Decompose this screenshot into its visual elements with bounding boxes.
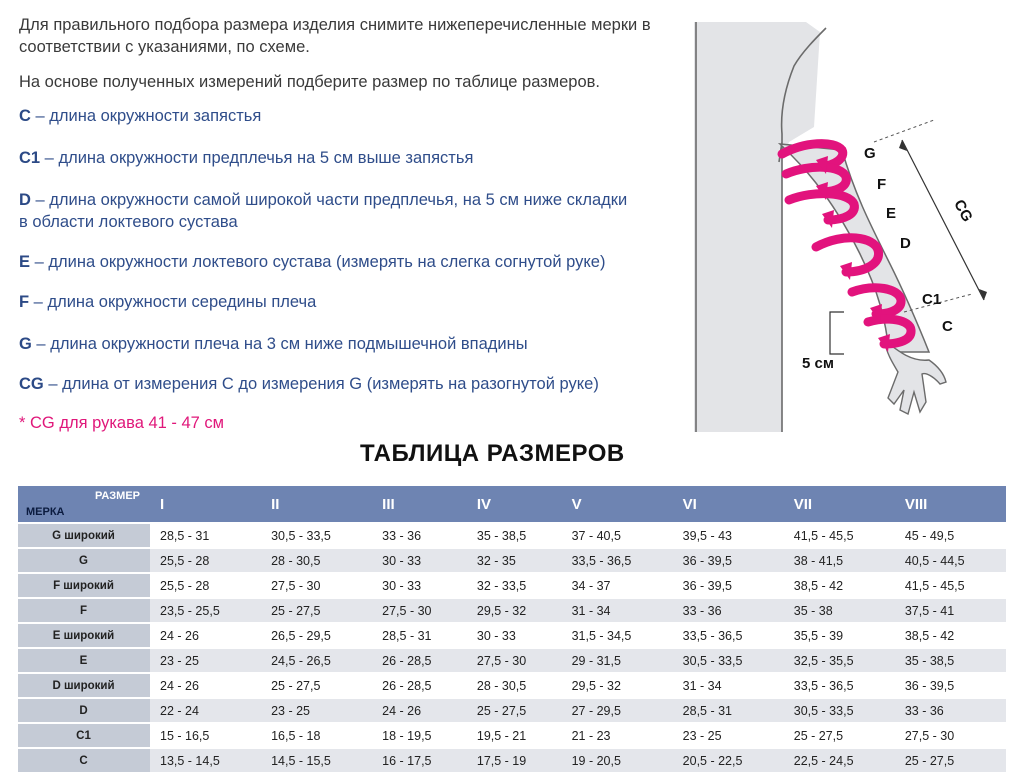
definition-code: CG [19,375,44,393]
label-cg: CG [950,196,976,225]
table-cell: 19,5 - 21 [476,728,527,743]
table-cell: 22 - 24 [150,699,261,722]
row-label: E [18,649,150,672]
table-cell: 36 - 39,5 [904,678,955,693]
definition-text: – длина окружности предплечья на 5 см выше запястья [40,149,474,167]
arm-diagram [694,22,1004,432]
table-cell: 27,5 - 30 [372,599,467,622]
table-cell: 30 - 33 [382,578,422,593]
definition-d [19,189,629,233]
definition-text: – длина окружности локтевого сустава (измерять на слегка согнутой руке) [30,253,606,271]
size-table-body [18,524,1006,772]
size-header-cell: VIII [895,486,1006,522]
definition-cg [19,373,689,395]
arm-measurement-figure [694,22,1004,432]
table-cell: 41,5 - 45,5 [793,528,854,543]
table-row [18,524,1006,547]
table-cell: 33,5 - 36,5 [562,549,673,572]
table-row [18,549,1006,572]
definition-f [19,291,689,313]
table-cell: 38,5 - 42 [793,578,844,593]
table-cell: 28,5 - 31 [673,699,784,722]
table-cell: 38 - 41,5 [784,549,895,572]
table-cell: 29,5 - 32 [571,678,621,693]
table-cell: 35 - 38,5 [476,528,527,543]
table-cell: 37 - 40,5 [571,528,621,543]
table-cell: 31 - 34 [562,599,673,622]
definition-code: C1 [19,149,41,167]
table-cell: 25,5 - 28 [160,578,210,593]
table-row [18,724,1006,747]
size-header-cell: V [562,486,673,522]
row-label: C1 [18,724,150,747]
label-c1: C1 [922,291,942,308]
intro [19,14,679,93]
table-cell: 24,5 - 26,5 [261,649,372,672]
table-cell: 31 - 34 [682,678,722,693]
table-cell: 33 - 36 [895,699,1006,722]
table-cell: 26,5 - 29,5 [271,628,331,643]
table-cell: 16,5 - 18 [271,728,321,743]
corner-measure-label: МЕРКА [26,506,65,518]
table-cell: 25 - 27,5 [467,699,562,722]
table-row [18,624,1006,647]
table-row [18,574,1006,597]
row-label: F [18,599,150,622]
label-five-cm: 5 см [802,355,834,372]
cg-dimension-line [902,140,984,300]
size-header-cell: II [261,486,372,522]
row-label: D широкий [18,674,150,697]
definition-text: – длина окружности плеча на 3 см ниже подмышечной впадины [31,335,528,353]
table-cell: 36 - 39,5 [682,578,733,593]
table-row [18,749,1006,772]
table-cell: 30,5 - 33,5 [784,699,895,722]
table-cell: 22,5 - 24,5 [784,749,895,772]
table-cell: 26 - 28,5 [382,678,432,693]
dashed-line-g [874,120,934,142]
table-cell: 24 - 26 [160,628,199,643]
table-cell: 28 - 30,5 [476,678,527,693]
table-cell: 36 - 39,5 [673,549,784,572]
definition-code: G [19,335,32,353]
table-cell: 27 - 29,5 [562,699,673,722]
header-corner [18,486,150,522]
table-cell: 28,5 - 31 [160,528,210,543]
table-cell: 34 - 37 [571,578,611,593]
table-cell: 13,5 - 14,5 [150,749,261,772]
five-cm-bracket [830,312,844,354]
size-header-cell: VI [673,486,784,522]
table-cell: 35 - 38,5 [895,649,1006,672]
table-cell: 26 - 28,5 [372,649,467,672]
measurement-arrows [782,144,911,344]
table-cell: 15 - 16,5 [160,728,210,743]
table-cell: 27,5 - 30 [904,728,955,743]
row-label: F широкий [18,574,150,597]
table-cell: 19 - 20,5 [562,749,673,772]
definition-e [19,251,689,273]
table-cell: 25,5 - 28 [150,549,261,572]
table-cell: 14,5 - 15,5 [261,749,372,772]
table-cell: 33 - 36 [382,528,422,543]
label-f: F [877,176,887,193]
intro-line-2: На основе полученных измерений подберите размер по таблице размеров. [19,73,600,91]
table-cell: 16 - 17,5 [372,749,467,772]
table-cell: 40,5 - 44,5 [895,549,1006,572]
table-row [18,649,1006,672]
table-cell: 24 - 26 [160,678,199,693]
table-cell: 28 - 30,5 [261,549,372,572]
definition-text: – длина окружности середины плеча [29,293,317,311]
intro-line-1: Для правильного подбора размера изделия снимите нижеперечисленные мерки в соответствии с указаниями, по схеме. [19,16,651,56]
table-cell: 17,5 - 19 [467,749,562,772]
label-c: C [942,318,953,335]
table-cell: 32 - 33,5 [476,578,527,593]
size-header-row [18,486,1006,522]
table-cell: 25 - 27,5 [271,678,321,693]
definition-c [19,105,689,127]
size-table-title: ТАБЛИЦА РАЗМЕРОВ [360,440,625,467]
table-cell: 32,5 - 35,5 [784,649,895,672]
table-cell: 41,5 - 45,5 [904,578,965,593]
row-label: C [18,749,150,772]
table-cell: 27,5 - 30 [467,649,562,672]
table-cell: 23 - 25 [150,649,261,672]
table-cell: 20,5 - 22,5 [673,749,784,772]
table-cell: 30,5 - 33,5 [271,528,331,543]
label-g: G [864,145,876,162]
definition-text: – длина от измерения C до измерения G (измерять на разогнутой руке) [43,375,599,393]
size-header-cell: IV [467,486,562,522]
size-header-cell: III [372,486,467,522]
definition-c1 [19,147,689,169]
definition-code: C [19,107,31,125]
table-cell: 30 - 33 [372,549,467,572]
table-cell: 28,5 - 31 [382,628,432,643]
label-d: D [900,235,911,252]
table-row [18,699,1006,722]
table-cell: 29,5 - 32 [467,599,562,622]
table-cell: 35 - 38 [784,599,895,622]
cg-note: * CG для рукава 41 - 47 см [19,414,225,432]
table-cell: 35,5 - 39 [793,628,844,643]
table-cell: 33,5 - 36,5 [793,678,854,693]
definition-code: F [19,293,30,311]
table-cell: 45 - 49,5 [904,528,955,543]
table-cell: 25 - 27,5 [261,599,372,622]
table-cell: 23,5 - 25,5 [150,599,261,622]
table-cell: 23 - 25 [682,728,722,743]
table-cell: 33,5 - 36,5 [682,628,743,643]
definition-code: D [19,191,31,209]
table-cell: 30 - 33 [476,628,516,643]
table-cell: 21 - 23 [571,728,611,743]
row-label: G широкий [18,524,150,547]
table-row [18,674,1006,697]
row-label: E широкий [18,624,150,647]
table-cell: 38,5 - 42 [904,628,955,643]
table-cell: 29 - 31,5 [562,649,673,672]
size-header-cell: I [150,486,261,522]
table-cell: 27,5 - 30 [271,578,321,593]
row-label: G [18,549,150,572]
table-cell: 39,5 - 43 [682,528,733,543]
table-cell: 25 - 27,5 [895,749,1006,772]
table-cell: 32 - 35 [467,549,562,572]
size-table [18,484,1006,774]
definition-code: E [19,253,31,271]
corner-size-label: РАЗМЕР [94,490,140,502]
size-header-cell: VII [784,486,895,522]
table-cell: 25 - 27,5 [793,728,844,743]
label-e: E [886,205,897,222]
table-cell: 31,5 - 34,5 [571,628,632,643]
definition-text: – длина окружности самой широкой части предплечья, на 5 см ниже складки в области локтевого сустава [19,191,628,231]
table-cell: 37,5 - 41 [895,599,1006,622]
table-cell: 23 - 25 [261,699,372,722]
definition-text: – длина окружности запястья [30,107,262,125]
table-row [18,599,1006,622]
row-label: D [18,699,150,722]
definition-g [19,333,689,355]
table-cell: 30,5 - 33,5 [673,649,784,672]
table-cell: 24 - 26 [372,699,467,722]
table-cell: 33 - 36 [673,599,784,622]
table-cell: 18 - 19,5 [382,728,432,743]
